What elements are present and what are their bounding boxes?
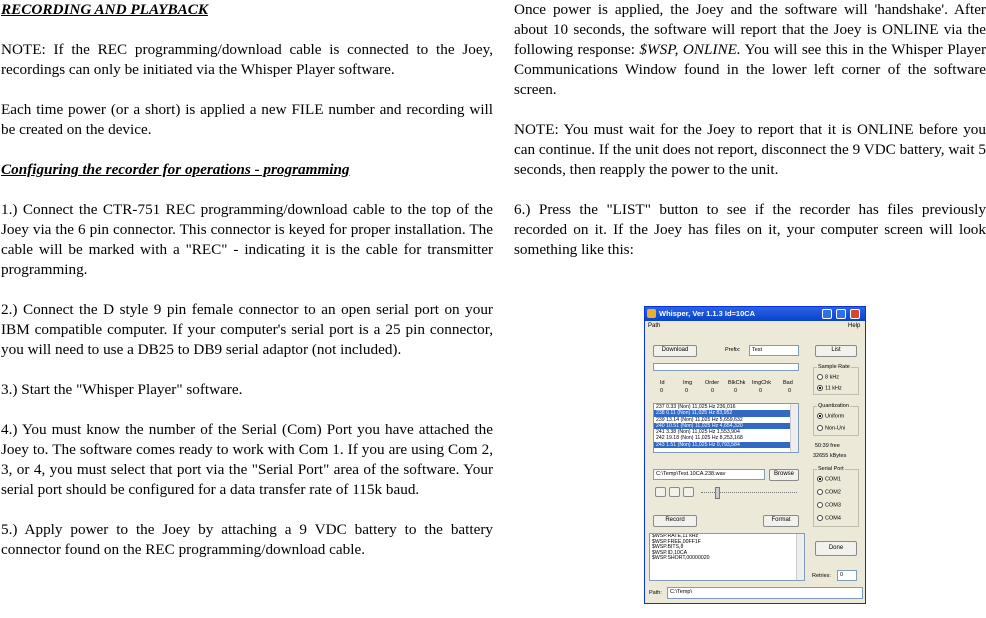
play-icon bbox=[669, 487, 680, 497]
right-column bbox=[514, 0, 986, 260]
prefix-field: Test bbox=[749, 345, 799, 356]
log-line: $WSP.ID,10CA bbox=[652, 549, 688, 556]
file-paragraph: Each time power (or a short) is applied a new FILE number and recording will be created on the device. bbox=[1, 101, 493, 138]
note-2-paragraph: NOTE: You must wait for the Joey to report that it is ONLINE before you can continue. If the unit does not report, disconnect the 9 VDC battery, wait 5 seconds, then reapply the power to the unit. bbox=[514, 121, 986, 178]
list-scrollbar bbox=[790, 404, 798, 452]
subsection-heading: Configuring the recorder for operations - programming bbox=[1, 161, 350, 178]
free-time: 50:39 free bbox=[815, 443, 840, 449]
menu-path: Path bbox=[648, 323, 661, 329]
log-line: $WSP.RATE,11 kHz bbox=[652, 533, 699, 539]
wav-path-field: C:\Temp\Test.10CA.238.wav bbox=[653, 469, 765, 480]
val-bad: 0 bbox=[788, 388, 792, 394]
browse-button: Browse bbox=[769, 469, 799, 481]
progress-field bbox=[653, 363, 799, 371]
file-row: 237 0.33 (Non) 11,025 Hz 236,016 bbox=[656, 404, 736, 410]
file-row: 239 13.14 (Non) 11,025 Hz 5,659,632 bbox=[656, 416, 743, 423]
record-button: Record bbox=[653, 515, 697, 527]
val-img: 0 bbox=[685, 388, 689, 394]
quantization-title: Quantization bbox=[818, 403, 849, 409]
col-blkchk: BlkChk bbox=[728, 380, 746, 386]
slider-thumb bbox=[715, 487, 720, 499]
step-4: 4.) You must know the number of the Serial (Com) Port you have attached the Joey to. The software comes ready to work with Com 1. If you are using Com 2, 3, or 4, you must select that port via the "Serial Port" area of the software. Your serial port should be configured for a data transfer rate of 115k baud. bbox=[1, 421, 493, 498]
quant-uniform-radio: Uniform bbox=[817, 413, 844, 419]
quantization-group bbox=[813, 403, 859, 436]
menu-bar bbox=[645, 322, 865, 332]
window-titlebar bbox=[645, 307, 865, 321]
log-line: $WSP.SHORT,00000020 bbox=[652, 555, 710, 562]
file-row: 240 10.51 (Non) 11,025 Hz 4,654,320 bbox=[654, 423, 798, 429]
com3-radio: COM3 bbox=[817, 502, 841, 508]
status-path-label: Path: bbox=[649, 590, 662, 596]
rate-8k-radio: 8 kHz bbox=[817, 374, 839, 380]
whisper-window-screenshot bbox=[644, 306, 866, 604]
retries-label: Retries: bbox=[812, 573, 831, 579]
sample-rate-title: Sample Rate bbox=[818, 364, 850, 370]
step-5: 5.) Apply power to the Joey by attaching a 9 VDC battery to the battery connector found on the REC programming/download cable. bbox=[1, 521, 493, 558]
step-1: 1.) Connect the CTR-751 REC programming/download cable to the top of the Joey via the 6 pin connector. This connector is keyed for proper installation. The cable will be marked with a "REC" - indicating it is the cable for transmitter programming. bbox=[1, 201, 493, 278]
com1-radio: COM1 bbox=[817, 476, 841, 482]
step-6: 6.) Press the "LIST" button to see if the recorder has files previously recorded on it. If the Joey has files on it, your computer screen will look something like this: bbox=[514, 201, 986, 258]
note-paragraph: NOTE: If the REC programming/download cable is connected to the Joey, recordings can only be initiated via the Whisper Player software. bbox=[1, 41, 493, 78]
val-order: 0 bbox=[711, 388, 715, 394]
col-bad: Bad bbox=[783, 380, 793, 386]
serial-port-group bbox=[813, 466, 859, 527]
free-kbytes: 32655 kBytes bbox=[813, 453, 847, 459]
serial-port-title: Serial Port bbox=[818, 466, 844, 472]
maximize-icon bbox=[836, 309, 846, 319]
val-imgchk: 0 bbox=[759, 388, 763, 394]
sample-rate-group bbox=[813, 364, 859, 395]
val-id: 0 bbox=[660, 388, 664, 394]
rewind-icon bbox=[655, 487, 666, 497]
retries-field: 0 bbox=[837, 570, 857, 581]
menu-help: Help bbox=[848, 323, 861, 329]
status-path-field: C:\Temp\ bbox=[667, 587, 863, 599]
pause-icon bbox=[683, 487, 694, 497]
file-row: 243 1.51 (Non) 11,025 Hz 0,793,584 bbox=[654, 442, 798, 448]
step-3: 3.) Start the "Whisper Player" software. bbox=[1, 381, 243, 398]
left-column bbox=[1, 0, 493, 560]
app-icon bbox=[647, 309, 656, 318]
rate-11k-radio: 11 kHz bbox=[817, 385, 842, 391]
step-5-continued bbox=[514, 0, 986, 100]
quant-nonuni-radio: Non-Uni bbox=[817, 425, 845, 431]
section-heading: RECORDING AND PLAYBACK bbox=[1, 1, 209, 18]
close-icon bbox=[850, 309, 860, 319]
com4-radio: COM4 bbox=[817, 515, 841, 521]
col-id: Id bbox=[660, 380, 665, 386]
file-row: 241 3.38 (Non) 11,025 Hz 1,553,904 bbox=[656, 429, 740, 436]
file-row: 238 0.11 (Non) 11,025 Hz 83,952 bbox=[654, 410, 798, 416]
file-row: 242 19.18 (Non) 11,025 Hz 8,253,168 bbox=[656, 435, 743, 442]
log-scrollbar bbox=[796, 534, 804, 580]
done-button: Done bbox=[815, 541, 857, 556]
step-5-text-a: Once power is applied, the Joey and the software will 'handshake'. After about 10 seconds, the software will report that the Joey is ONLINE via the following response: bbox=[514, 1, 986, 58]
col-img: Img bbox=[683, 380, 693, 386]
col-imgchk: ImgChk bbox=[752, 380, 771, 386]
step-5-text-b: You will see this in the Whisper Player Communications Window found in the lower left corner of the software screen. bbox=[514, 41, 986, 98]
log-line: $WSP.BITS,8 bbox=[652, 544, 684, 551]
com2-radio: COM2 bbox=[817, 489, 841, 495]
format-button: Format bbox=[763, 515, 799, 527]
communications-window bbox=[649, 533, 805, 581]
window-title: Whisper, Ver 1.1.3 Id=10CA bbox=[659, 309, 756, 318]
online-response: $WSP, ONLINE. bbox=[639, 41, 741, 58]
minimize-icon bbox=[822, 309, 832, 319]
step-2: 2.) Connect the D style 9 pin female connector to an open serial port on your IBM compatible computer. If your computer's serial port is a 25 pin connector, you will need to use a DB25 to DB9 serial adaptor (not included). bbox=[1, 301, 493, 358]
prefix-label: Prefix: bbox=[725, 347, 741, 353]
file-list bbox=[653, 403, 799, 453]
val-blkchk: 0 bbox=[734, 388, 738, 394]
col-order: Order bbox=[705, 380, 720, 386]
list-button: List bbox=[815, 345, 857, 357]
download-button: Download bbox=[653, 345, 697, 357]
log-line: $WSP.FREE,00FF1F bbox=[652, 538, 701, 545]
